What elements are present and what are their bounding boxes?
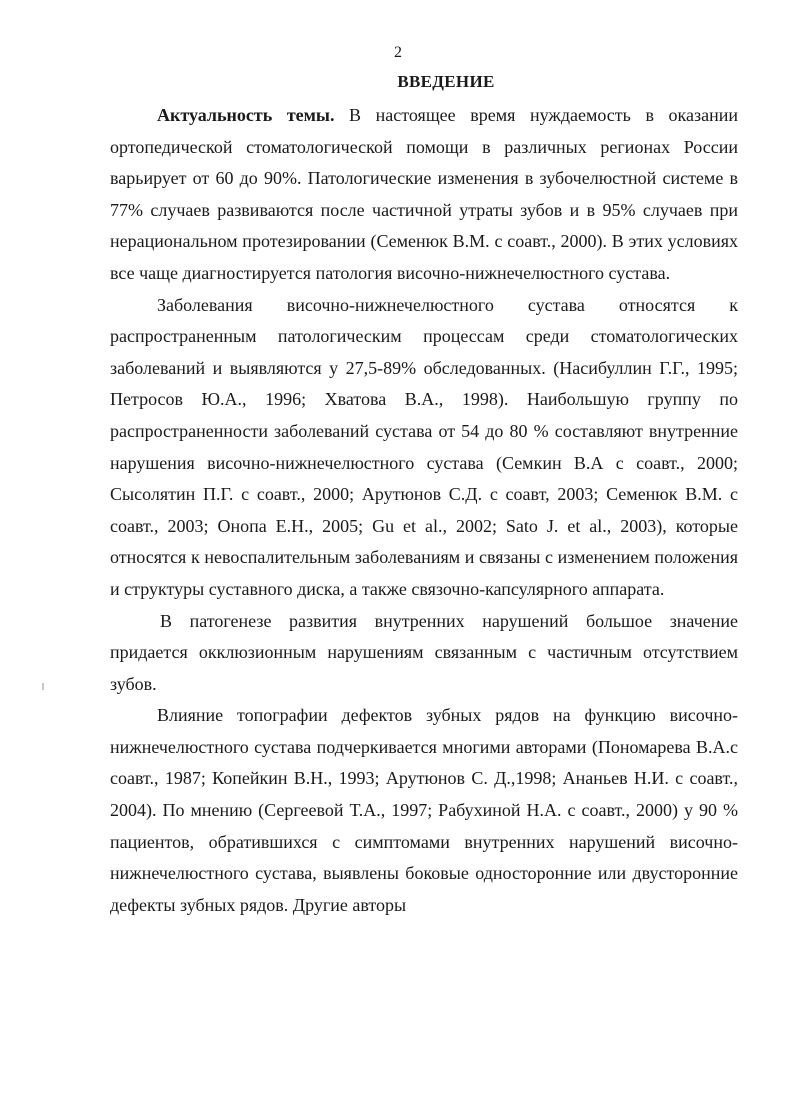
paragraph-prevalence: Заболевания височно-нижнечелюстного сустава относятся к распространенным патологическим процессам среди стоматологических заболеваний и выявляются у 27,5-89% обследованных. (Насибуллин Г.Г., 1995; Петросов Ю.А., 1996; Хватова В.А., 1998). Наибольшую группу по распространенности заболеваний сустава от 54 до 80 % составляют внутренние нарушения височно-нижнечелюстного сустава (Семкин В.А с соавт., 2000; Сысолятин П.Г. с соавт., 2000; Арутюнов С.Д. с соавт, 2003; Семенюк В.М. с соавт., 2003; Онопа Е.Н., 2005; Gu et al., 2002; Sato J. et al., 2003), которые относятся к невоспалительным заболеваниям и связаны с изменением положения и структуры суставного диска, а также связочно-капсулярного аппарата. — [110, 294, 738, 599]
paragraph-relevance — [110, 100, 738, 290]
paragraph-text: В настоящее время нуждаемость в оказании ортопедической стоматологической помощи в различных регионах России варьирует от 60 до 90%. Патологические изменения в зубочелюстной системе в 77% случаев развиваются после частичной утраты зубов и в 95% случаев при нерациональном протезировании (Семенюк В.М. с соавт., 2000). В этих условиях все чаще диагностируется патология височно-нижнечелюстного сустава. — [110, 105, 738, 283]
scan-speck — [42, 683, 44, 690]
paragraph-topography: Влияние топографии дефектов зубных рядов на функцию височно-нижнечелюстного сустава подчеркивается многими авторами (Пономарева В.А.с соавт., 1987; Копейкин В.Н., 1993; Арутюнов С. Д.,1998; Ананьев Н.И. с соавт., 2004). По мнению (Сергеевой Т.А., 1997; Рабухиной Н.А. с соавт., 2000) у 90 % пациентов, обратившихся с симптомами внутренних нарушений височно-нижнечелюстного сустава, выявлены боковые односторонние или двусторонние дефекты зубных рядов. Другие авторы — [110, 705, 738, 915]
section-heading: ВВЕДЕНИЕ — [397, 72, 495, 91]
document-body — [110, 100, 738, 921]
page-number: 2 — [394, 44, 402, 61]
paragraph-pathogenesis: В патогенезе развития внутренних нарушений большое значение придается окклюзионным нарушениям связанным с частичным отсутствием зубов. — [110, 610, 738, 694]
paragraph-lead-term: Актуальность темы. — [157, 105, 335, 125]
